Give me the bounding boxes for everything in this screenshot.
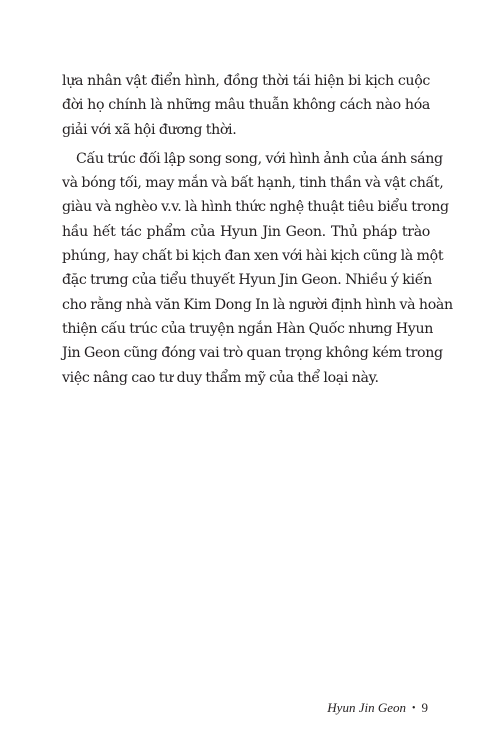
text-line: phúng, hay chất bi kịch đan xen với hài kịch cũng là một [62, 248, 444, 265]
text-line: Cấu trúc đối lập song song, với hình ảnh của ánh sáng [76, 150, 443, 167]
text-line: cho rằng nhà văn Kim Dong In là người định hình và hoàn [62, 296, 453, 313]
text-line: lựa nhân vật điển hình, đồng thời tái hiện bi kịch cuộc [62, 73, 430, 89]
text-line: Jin Geon cũng đóng vai trò quan trọng không kém trong [62, 345, 443, 362]
text-line: giải với xã hội đương thời. [62, 121, 237, 138]
running-title: Hyun Jin Geon [327, 700, 406, 715]
text-line: thiện cấu trúc của truyện ngắn Hàn Quốc nhưng Hyun [62, 320, 434, 337]
text-line: và bóng tối, may mắn và bất hạnh, tinh thần và vật chất, [62, 175, 444, 192]
bullet-separator: • [411, 703, 416, 714]
paragraph-2 [62, 147, 453, 390]
text-line: hầu hết tác phẩm của Hyun Jin Geon. Thủ pháp trào [62, 223, 430, 240]
text-line: đặc trưng của tiểu thuyết Hyun Jin Geon. Nhiều ý kiến [62, 272, 432, 289]
text-line: giàu và nghèo v.v. là hình thức nghệ thuật tiêu biểu trong [62, 199, 449, 216]
text-line: đời họ chính là những mâu thuẫn không cách nào hóa [62, 97, 430, 114]
paragraph-1 [62, 69, 430, 142]
page-footer [327, 700, 428, 716]
text-line: việc nâng cao tư duy thẩm mỹ của thể loại này. [62, 369, 379, 386]
body-text [62, 69, 453, 390]
page-number: 9 [421, 700, 428, 715]
